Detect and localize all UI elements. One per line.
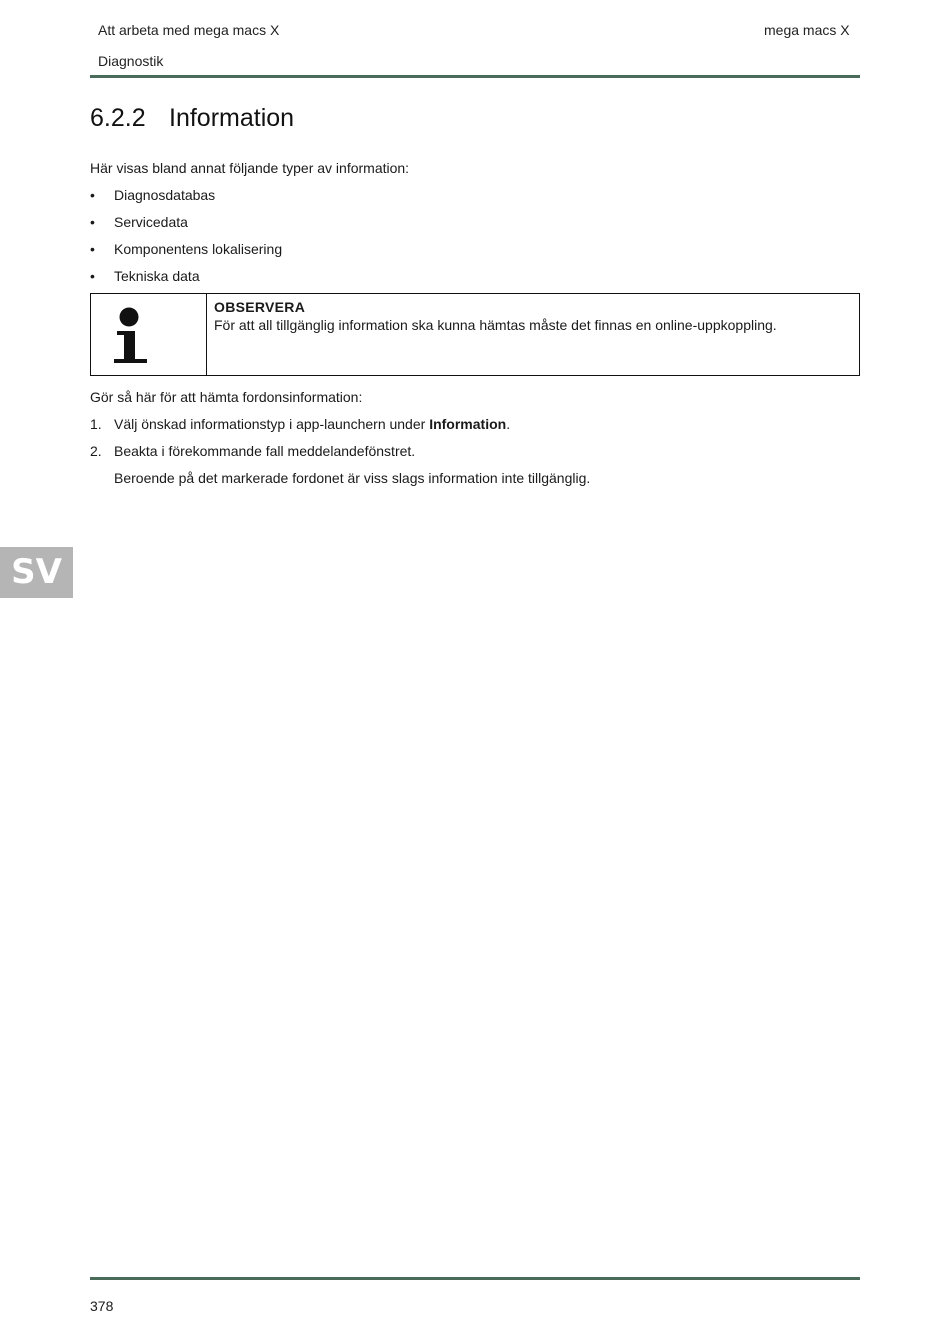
intro-paragraph: Här visas bland annat följande typer av information: — [90, 160, 410, 176]
page-number: 378 — [90, 1298, 114, 1314]
step-result: Beroende på det markerade fordonet är viss slags information inte tillgänglig. — [114, 470, 591, 486]
step-text: Beakta i förekommande fall meddelandefönstret. — [114, 443, 416, 459]
step-number: 1. — [90, 416, 102, 432]
section-title: Information — [169, 104, 295, 132]
step-text — [114, 416, 510, 432]
note-title: OBSERVERA — [214, 299, 306, 315]
header-rule — [90, 75, 860, 78]
section-heading — [90, 104, 294, 133]
note-box — [90, 293, 860, 376]
list-item-text: Diagnosdatabas — [114, 187, 216, 203]
section-number: 6.2.2 — [90, 104, 146, 132]
list-item-text: Tekniska data — [114, 268, 200, 284]
note-text-cell — [214, 299, 851, 333]
bullet-symbol: • — [90, 187, 95, 203]
step-text-part: . — [506, 416, 511, 432]
list-item-text: Servicedata — [114, 214, 188, 230]
header-subtitle: Diagnostik — [98, 53, 164, 69]
info-icon — [91, 294, 206, 375]
step-text-bold: Information — [429, 416, 507, 432]
bullet-symbol: • — [90, 268, 95, 284]
step-text-part: Välj önskad informationstyp i app-launchern under — [114, 416, 430, 432]
header-right-title: mega macs X — [764, 22, 850, 38]
step-number: 2. — [90, 443, 102, 459]
list-item-text: Komponentens lokalisering — [114, 241, 283, 257]
note-body: För att all tillgänglig information ska kunna hämtas måste det finnas en online-uppkoppling. — [214, 317, 777, 333]
header-left-title: Att arbeta med mega macs X — [98, 22, 280, 38]
language-tab: SV — [0, 547, 73, 598]
procedure-intro: Gör så här för att hämta fordonsinformation: — [90, 389, 363, 405]
bullet-symbol: • — [90, 214, 95, 230]
bullet-symbol: • — [90, 241, 95, 257]
footer-rule — [90, 1277, 860, 1280]
note-icon-cell — [91, 294, 207, 375]
